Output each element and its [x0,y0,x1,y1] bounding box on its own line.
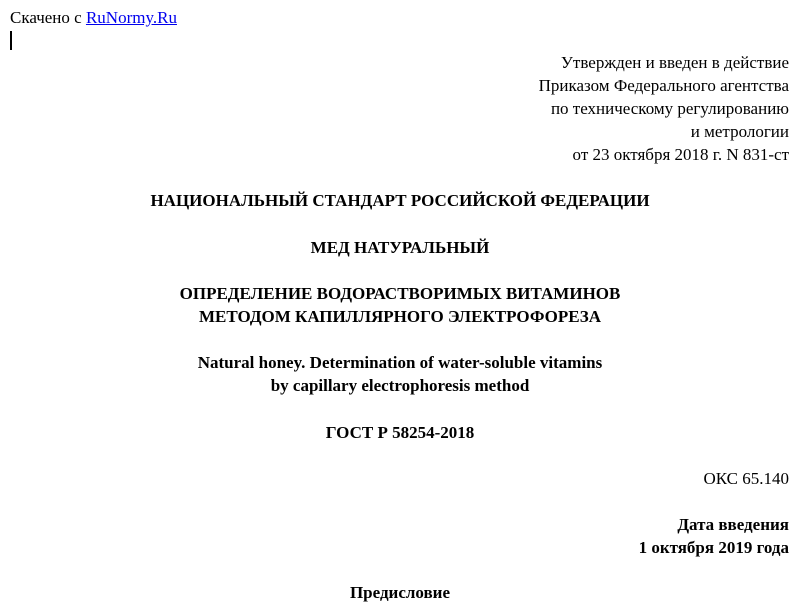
runormy-link[interactable]: RuNormy.Ru [85,8,177,27]
approval-line: и метрологии [690,122,789,141]
approval-line: Утвержден и введен в действие [560,53,789,72]
approval-line: по техническому регулированию [550,99,789,118]
intro-date-block [639,513,789,559]
title-en-line: by capillary electrophoresis method [270,376,530,395]
intro-date-value: 1 октября 2019 года [638,538,789,557]
approval-line: Приказом Федерального агентства [538,76,789,95]
title-ru-line: МЕТОДОМ КАПИЛЛЯРНОГО ЭЛЕКТРОФОРЕЗА [198,307,602,326]
approval-block [539,51,789,166]
okc-code: ОКС 65.140 [703,469,789,488]
preface-heading: Предисловие [349,583,451,602]
intro-date-label: Дата введения [677,515,789,534]
standard-type: НАЦИОНАЛЬНЫЙ СТАНДАРТ РОССИЙСКОЙ ФЕДЕРАЦИИ [150,191,650,210]
title-en-line: Natural honey. Determination of water-soluble vitamins [197,353,603,372]
source-line [10,6,177,29]
standard-code: ГОСТ Р 58254-2018 [325,423,475,442]
text-cursor [10,31,12,50]
source-prefix: Скачено с [10,8,86,27]
standard-title-en [0,351,800,397]
title-ru-line: ОПРЕДЕЛЕНИЕ ВОДОРАСТВОРИМЫХ ВИТАМИНОВ [179,284,621,303]
standard-title-ru [0,282,800,328]
standard-title-main: МЕД НАТУРАЛЬНЫЙ [310,238,490,257]
approval-line: от 23 октября 2018 г. N 831-ст [572,145,789,164]
